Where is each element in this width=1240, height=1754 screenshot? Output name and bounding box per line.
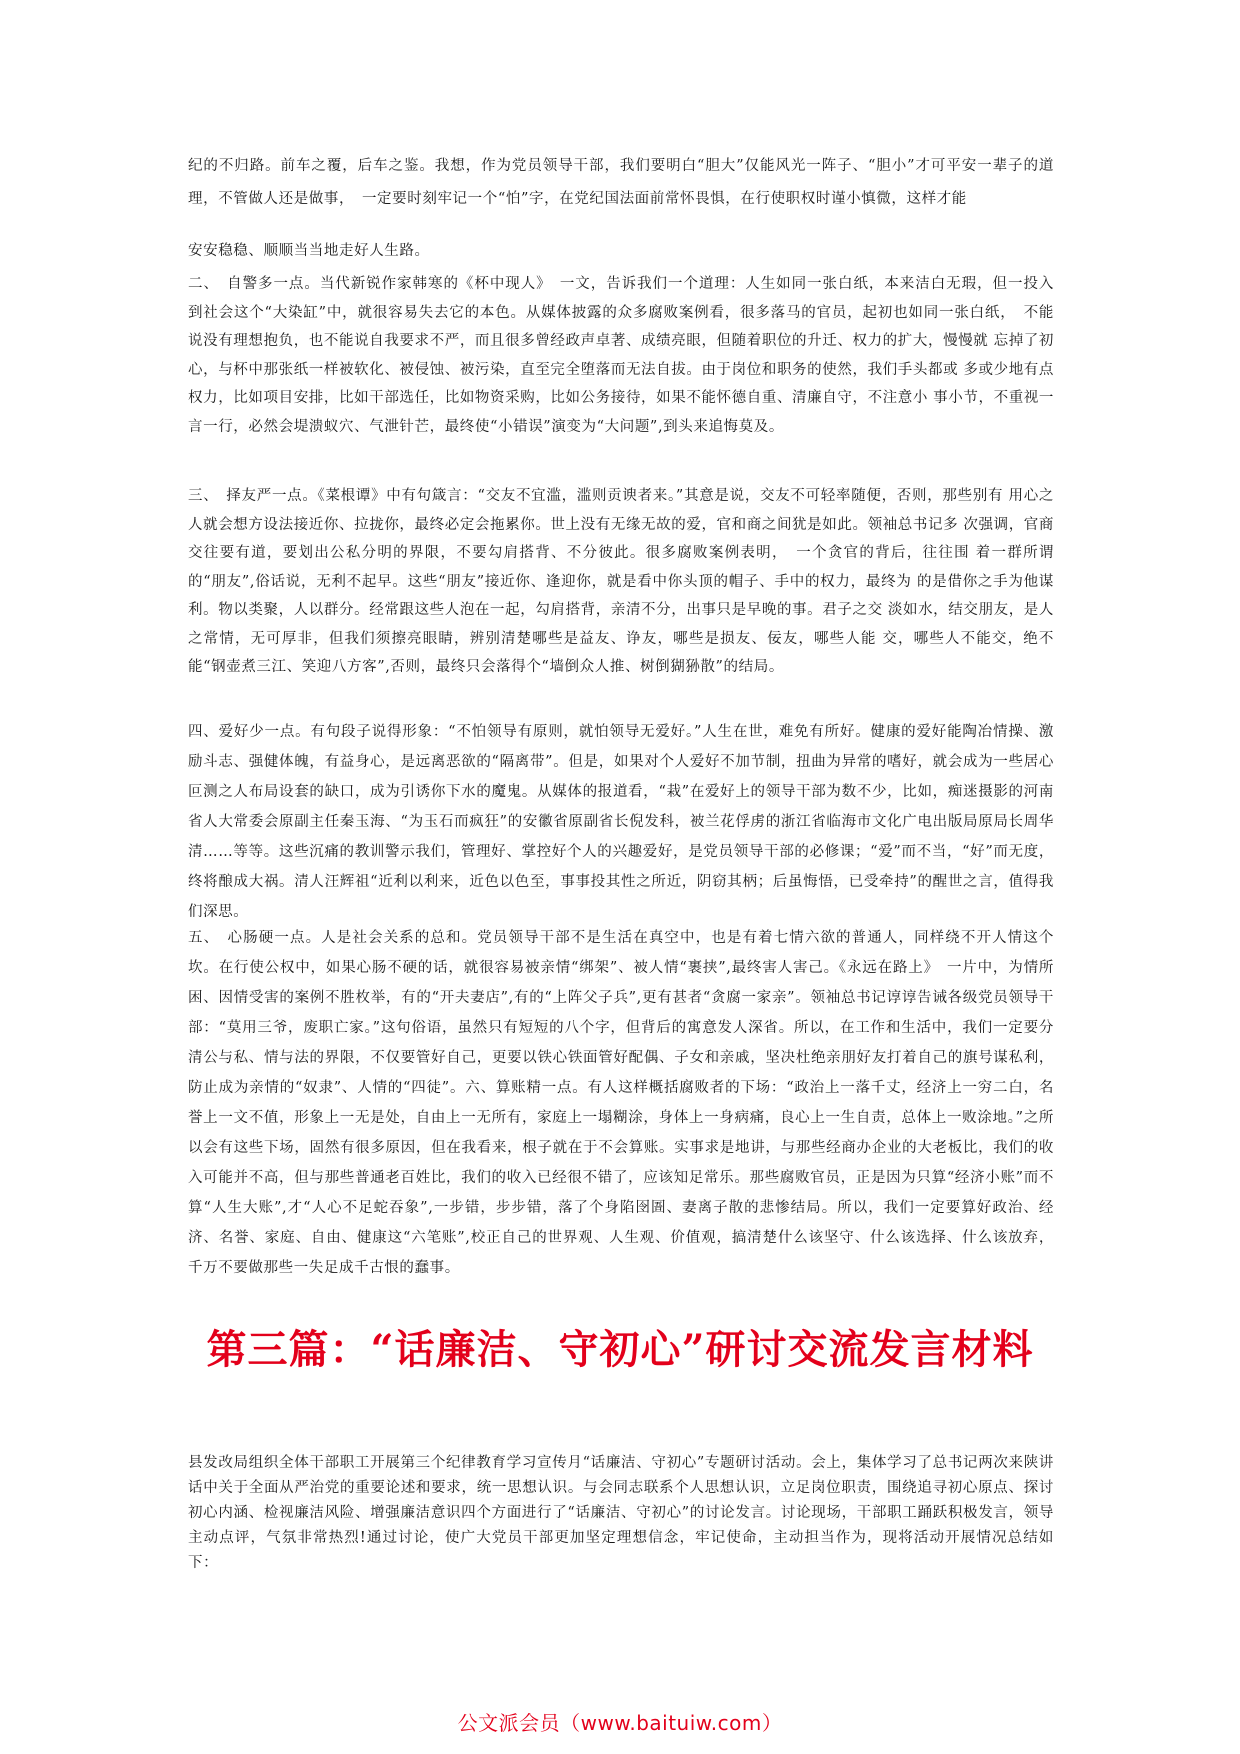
article-heading: 第三篇：“话廉洁、守初心”研讨交流发言材料 [206, 1326, 1034, 1373]
section-four-paragraph: 四、爱好少一点。有句段子说得形象：“不怕领导有原则，就怕领导无爱好。”人生在世，难免有所好。健康的爱好能陶冶情操、激励斗志、强健体魄，有益身心，是远离恶欲的“隔离带”。但是，如果对个人爱好不加节制，扭曲为异常的嗜好，就会成为一些居心叵测之人布局设套的缺口，成为引诱你下水的魔鬼。从媒体的报道看，“栽”在爱好上的领导干部为数不少，比如，痴迷摄影的河南省人大常委会原副主任秦玉海、“为玉石而疯狂”的安徽省原副省长倪发科，被兰花俘虏的浙江省临海市文化广电出版局原局长周华清……等等。这些沉痛的教训警示我们，管理好、掌控好个人的兴趣爱好，是党员领导干部的必修课；“爱”而不当，“好”而无度，终将酿成大祸。清人汪辉祖“近利以利来，近色以色至，事事投其性之所近，阴窃其柄；后虽悔悟，已受牵持”的醒世之言，值得我们深思。 [188, 724, 1054, 920]
intro-paragraph: 县发改局组织全体干部职工开展第三个纪律教育学习宣传月“话廉洁、守初心”专题研讨活动。会上，集体学习了总书记两次来陕讲话中关于全面从严治党的重要论述和要求，统一思想认识。与会同志联系个人思想认识，立足岗位职责，围绕追寻初心原点、探讨初心内涵、检视廉洁风险、增强廉洁意识四个方面进行了“话廉洁、守初心”的讨论发言。讨论现场，干部职工踊跃积极发言，领导主动点评，气氛非常热烈!通过讨论，使广大党员干部更加坚定理想信念，牢记使命，主动担当作为，现将活动开展情况总结如下： [188, 1455, 1054, 1571]
section-three-paragraph: 三、 择友严一点。《菜根谭》中有句箴言：“交友不宜滥，滥则贡谀者来。”其意是说，交友不可轻率随便，否则，那些别有 用心之人就会想方设法接近你、拉拢你，最终必定会拖累你。世上没有无缘无故的爱，官和商之间犹是如此。领袖总书记多 次强调，官商交往要有道，要划出公私分明的界限，不要勾肩搭背、不分彼此。很多腐败案例表明， 一个贪官的背后，往往围 着一群所谓的“朋友”,俗话说，无利不起早。这些“朋友”接近你、逢迎你，就是看中你头顶的帽子、手中的权力，最终为 的是借你之手为他谋利。物以类聚，人以群分。经常跟这些人泡在一起，勾肩搭背，亲清不分，出事只是早晚的事。君子之交 淡如水，结交朋友，是人之常情，无可厚非，但我们须擦亮眼睛，辨别清楚哪些是益友、诤友，哪些是损友、佞友，哪些人能 交，哪些人不能交，绝不能“钢壶煮三江、笑迎八方客”,否则，最终只会落得个“墙倒众人推、树倒猢狲散”的结局。 [188, 488, 1054, 675]
section-five-paragraph: 五、 心肠硬一点。人是社会关系的总和。党员领导干部不是生活在真空中，也是有着七情六欲的普通人，同样绕不开人情这个坎。在行使公权中，如果心肠不硬的话，就很容易被亲情“绑架”、被人情“裹挟”,最终害人害己。《永远在路上》 一片中，为情所困、因情受害的案例不胜枚举，有的“开夫妻店”,有的“上阵父子兵”,更有甚者“贪腐一家亲”。领袖总书记谆谆告诫各级党员领导干部：“莫用三爷，废职亡家。”这句俗语，虽然只有短短的八个字，但背后的寓意发人深省。所以，在工作和生活中，我们一定要分清公与私、情与法的界限，不仅要管好自己，更要以铁心铁面管好配偶、子女和亲戚，坚决杜绝亲朋好友打着自己的旗号谋私利，防止成为亲情的“奴隶”、人情的“四徒”。六、算账精一点。有人这样概括腐败者的下场：“政治上一落千丈，经济上一穷二白，名誉上一文不值，形象上一无是处，自由上一无所有，家庭上一塌糊涂，身体上一身病痛，良心上一生自责，总体上一败涂地。”之所以会有这些下场，固然有很多原因，但在我看来，根子就在于不会算账。实事求是地讲，与那些经商办企业的大老板比，我们的收入可能并不高，但与那些普通老百姓比，我们的收入已经很不错了，应该知足常乐。那些腐败官员，正是因为只算“经济小账”而不算“人生大账”,才“人心不足蛇吞象”,一步错，步步错，落了个身陷囹圄、妻离子散的悲惨结局。所以，我们一定要算好政治、经济、名誉、家庭、自由、健康这“六笔账”,校正自己的世界观、人生观、价值观，搞清楚什么该坚守、什么该选择、什么该放弃，千万不要做那些一失足成千古恨的蠢事。 [188, 930, 1054, 1276]
body-paragraph-1: 纪的不归路。前车之覆，后车之鉴。我想，作为党员领导干部，我们要明白“胆大”仅能风光一阵子、“胆小”才可平安一辈子的道理，不管做人还是做事， 一定要时刻牢记一个“怕”字，在党纪国法面前常怀畏惧，在行使职权时谨小慎微，这样才能 [188, 158, 1054, 207]
body-paragraph-2: 安安稳稳、顺顺当当地走好人生路。 [188, 243, 430, 259]
footer-watermark: 公文派会员（www.baituiw.com） [457, 1711, 783, 1735]
section-two-paragraph: 二、 自警多一点。当代新锐作家韩寒的《杯中现人》 一文，告诉我们一个道理：人生如同一张白纸，本来洁白无瑕，但一投入 到社会这个“大染缸”中，就很容易失去它的本色。从媒体披露的众多腐败案例看，很多落马的官员，起初也如同一张白纸， 不能说没有理想抱负，也不能说自我要求不严，而且很多曾经政声卓著、成绩亮眼，但随着职位的升迁、权力的扩大，慢慢就 忘掉了初心，与杯中那张纸一样被软化、被侵蚀、被污染，直至完全堕落而无法自拔。由于岗位和职务的使然，我们手头都或 多或少地有点权力，比如项目安排，比如干部选任，比如物资采购，比如公务接待，如果不能怀德自重、清廉自守，不注意小 事小节，不重视一言一行，必然会堤溃蚁穴、气泄针芒，最终使“小错误”演变为“大问题”,到头来追悔莫及。 [188, 276, 1054, 435]
